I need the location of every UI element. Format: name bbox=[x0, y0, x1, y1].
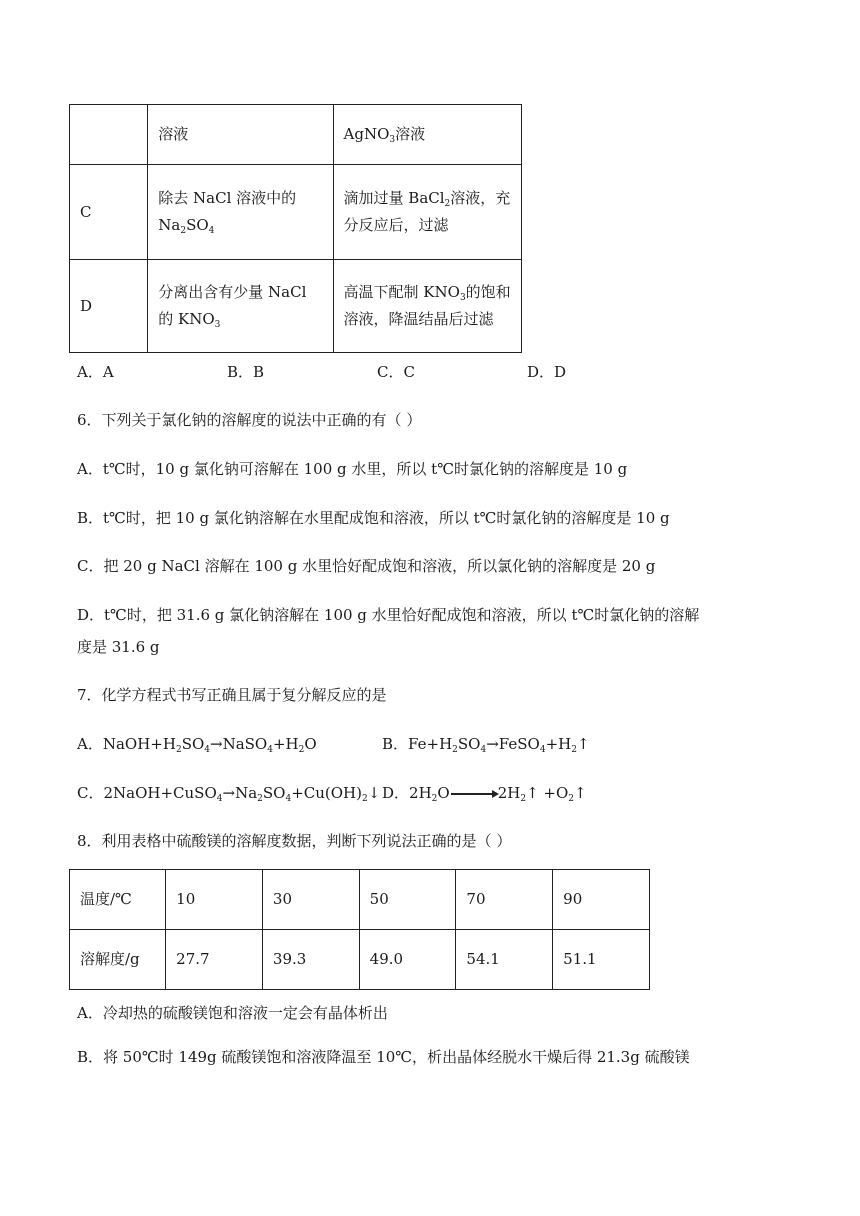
table-cell-method: AgNO$_3$溶液 bbox=[333, 105, 521, 165]
table-cell: 50 bbox=[359, 870, 456, 930]
table-row bbox=[70, 105, 522, 165]
table-row-temperature bbox=[70, 870, 650, 930]
arrow-icon: → bbox=[486, 735, 499, 753]
table-row bbox=[70, 260, 522, 353]
up-arrow-icon: ↑ bbox=[574, 784, 587, 802]
q6-option-d-cont: 度是 31.6 g bbox=[77, 638, 160, 656]
table-cell-purpose: 分离出含有少量 NaCl 的 $KNO_3$ bbox=[148, 260, 333, 353]
table-cell-purpose: 溶液 bbox=[148, 105, 333, 165]
q5-option-c: C．C bbox=[377, 363, 415, 381]
table-cell-method: 滴加过量 BaCl$_2$溶液，充 分反应后，过滤 bbox=[333, 165, 521, 260]
q5-option-b: B．B bbox=[227, 363, 265, 381]
q6-option-a: A．t℃时，10 g 氯化钠可溶解在 100 g 水里，所以 t℃时氯化钠的溶解度是 10 g bbox=[77, 460, 628, 478]
q7-option-a: A．$NaOH+H_2SO_4\to NaSO_4+H_2O$ bbox=[77, 735, 317, 755]
long-arrow-icon bbox=[451, 793, 497, 795]
table-cell: 27.7 bbox=[166, 930, 263, 990]
q7-option-c: C．$2NaOH+CuSO_4\to Na_2SO_4+Cu(OH)_2↓$ bbox=[77, 784, 381, 804]
solubility-table bbox=[69, 869, 650, 990]
q8-option-a: A．冷却热的硫酸镁饱和溶液一定会有晶体析出 bbox=[77, 1004, 388, 1022]
table-cell: 49.0 bbox=[359, 930, 456, 990]
q5-option-a: A．A bbox=[77, 363, 114, 381]
table-cell: 39.3 bbox=[262, 930, 359, 990]
arrow-icon: → bbox=[222, 784, 236, 802]
table-cell: 90 bbox=[553, 870, 650, 930]
reagent-table bbox=[69, 104, 522, 353]
q7-option-b: B．$Fe+H_2SO_4\to FeSO_4+H_2↑$ bbox=[382, 735, 590, 755]
q6-stem: 6．下列关于氯化钠的溶解度的说法中正确的有（ ） bbox=[77, 411, 422, 429]
arrow-icon: → bbox=[210, 735, 223, 753]
up-arrow-icon: ↑ bbox=[576, 735, 590, 753]
table-header-temperature: 温度/℃ bbox=[70, 870, 166, 930]
table-cell-label: D bbox=[70, 260, 148, 353]
table-cell: 51.1 bbox=[553, 930, 650, 990]
up-arrow-icon: ↑ bbox=[526, 784, 539, 802]
table-cell-purpose: 除去 NaCl 溶液中的 $Na_2SO_4$ bbox=[148, 165, 333, 260]
table-cell: 10 bbox=[166, 870, 263, 930]
q6-option-b: B．t℃时，把 10 g 氯化钠溶解在水里配成饱和溶液，所以 t℃时氯化钠的溶解度是 10 g bbox=[77, 509, 670, 527]
table-row-solubility bbox=[70, 930, 650, 990]
q6-option-c: C．把 20 g NaCl 溶解在 100 g 水里恰好配成饱和溶液，所以氯化钠的溶解度是 20 g bbox=[77, 557, 656, 575]
table-header-solubility: 溶解度/g bbox=[70, 930, 166, 990]
table-cell-label bbox=[70, 105, 148, 165]
down-arrow-icon: ↓ bbox=[367, 784, 381, 802]
table-row bbox=[70, 165, 522, 260]
q8-stem: 8．利用表格中硫酸镁的溶解度数据，判断下列说法正确的是（ ） bbox=[77, 832, 512, 850]
table-cell-label: C bbox=[70, 165, 148, 260]
q6-option-d: D．t℃时，把 31.6 g 氯化钠溶解在 100 g 水里恰好配成饱和溶液，所以 t℃时氯化钠的溶解 bbox=[77, 606, 700, 624]
q7-option-d: D．$2H_2O$ $2H_2↑$ $+O_2↑$ bbox=[382, 784, 587, 804]
table-cell-method: 高温下配制 $KNO_3$的饱和 溶液，降温结晶后过滤 bbox=[333, 260, 521, 353]
table-cell: 70 bbox=[456, 870, 553, 930]
table-cell: 30 bbox=[262, 870, 359, 930]
q7-stem: 7．化学方程式书写正确且属于复分解反应的是 bbox=[77, 686, 387, 704]
q8-option-b: B．将 50℃时 149g 硫酸镁饱和溶液降温至 10℃，析出晶体经脱水干燥后得 21.3g 硫酸镁 bbox=[77, 1048, 690, 1066]
q5-option-d: D．D bbox=[527, 363, 567, 381]
table-cell: 54.1 bbox=[456, 930, 553, 990]
